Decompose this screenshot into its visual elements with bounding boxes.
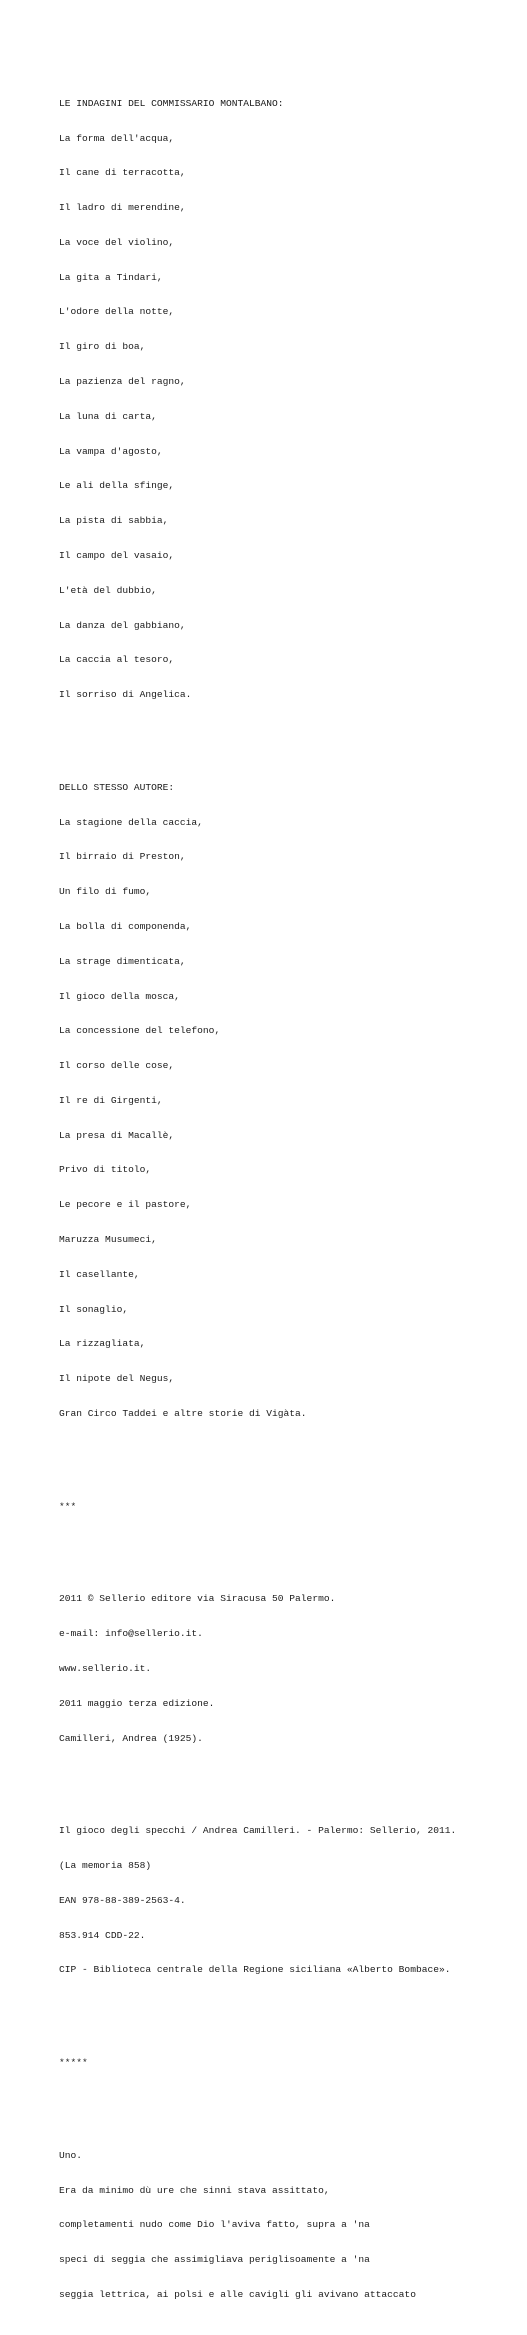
edition-line: 2011 maggio terza edizione. [59,1697,215,1709]
author-title: Il sonaglio, [59,1303,129,1315]
blank-line [59,2104,499,2116]
blank-line [59,1779,499,1791]
series-title: La voce del violino, [59,236,175,248]
chapter-title: Uno. [59,2149,83,2161]
author-title: Il re di Girgenti, [59,1094,163,1106]
author-title: Le pecore e il pastore, [59,1199,192,1211]
publisher-website: www.sellerio.it. [59,1662,152,1674]
author-title: La stagione della caccia, [59,816,203,828]
catalog-line: 853.914 CDD-22. [59,1929,146,1941]
author-title: Il casellante, [59,1268,140,1280]
chapter-text-line: seggia lettrica, ai polsi e alle cavigli gli avivano attaccato [59,2289,416,2300]
chapter-text-line: speci di seggia che assimigliava periglisoamente a 'na [59,2254,370,2266]
author-title: La presa di Macallè, [59,1129,175,1141]
section-separator: *** [59,1500,77,1512]
series-title: La luna di carta, [59,410,157,422]
author-title: Maruzza Musumeci, [59,1233,157,1245]
series-title: La forma dell'acqua, [59,132,175,144]
series-title: La gita a Tindari, [59,271,163,283]
blank-line [59,2011,499,2023]
series-title: Il sorriso di Angelica. [59,689,192,701]
series-title: La vampa d'agosto, [59,445,163,457]
author-title: Un filo di fumo, [59,886,152,898]
author-title: Il birraio di Preston, [59,851,186,863]
series-title: Il ladro di merendine, [59,202,186,214]
author-title: La bolla di componenda, [59,920,192,932]
author-title: La concessione del telefono, [59,1025,221,1037]
page-text [59,63,499,2335]
chapter-text-line: Era da minimo dù ure che sinni stava assittato, [59,2184,330,2196]
author-heading: DELLO STESSO AUTORE: [59,781,175,793]
series-title: L'età del dubbio, [59,584,157,596]
blank-line [59,1547,499,1559]
blank-line [59,735,499,747]
series-title: Il cane di terracotta, [59,167,186,179]
catalog-line: CIP - Biblioteca centrale della Regione siciliana «Alberto Bombace». [59,1964,451,1976]
series-title: Il campo del vasaio, [59,549,175,561]
author-title: La strage dimenticata, [59,955,186,967]
catalog-line: (La memoria 858) [59,1860,152,1872]
author-title: Gran Circo Taddei e altre storie di Vigàta. [59,1407,307,1419]
section-separator: ***** [59,2057,88,2069]
series-title: Le ali della sfinge, [59,480,175,492]
series-title: Il giro di boa, [59,341,146,353]
catalog-line: Il gioco degli specchi / Andrea Camilleri. - Palermo: Sellerio, 2011. [59,1825,457,1837]
author-title: Il nipote del Negus, [59,1373,175,1385]
author-title: Il gioco della mosca, [59,990,180,1002]
author-line: Camilleri, Andrea (1925). [59,1732,203,1744]
author-title: La rizzagliata, [59,1338,146,1350]
series-title: La danza del gabbiano, [59,619,186,631]
author-title: Il corso delle cose, [59,1060,175,1072]
publisher-line: 2011 © Sellerio editore via Siracusa 50 Palermo. [59,1593,336,1605]
series-title: L'odore della notte, [59,306,175,318]
series-title: La pazienza del ragno, [59,376,186,388]
series-heading: LE INDAGINI DEL COMMISSARIO MONTALBANO: [59,97,284,109]
chapter-text-line: completamenti nudo come Dio l'aviva fatto, supra a 'na [59,2219,370,2231]
blank-line [59,1454,499,1466]
author-title: Privo di titolo, [59,1164,152,1176]
catalog-line: EAN 978-88-389-2563-4. [59,1894,186,1906]
publisher-email: e-mail: info@sellerio.it. [59,1628,203,1640]
series-title: La caccia al tesoro, [59,654,175,666]
series-title: La pista di sabbia, [59,515,169,527]
